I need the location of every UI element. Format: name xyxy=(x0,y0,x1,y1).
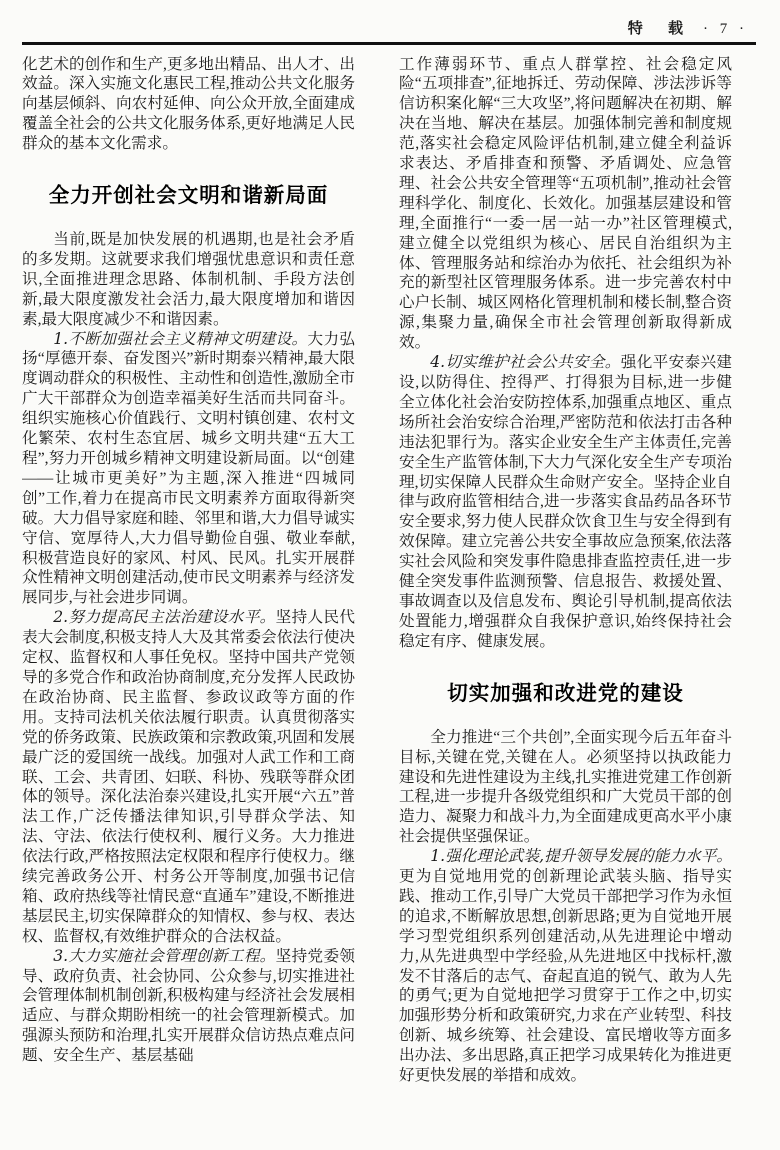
left-column xyxy=(22,55,355,1141)
right-column xyxy=(399,55,732,1141)
header-page-number: · 7 · xyxy=(703,21,748,37)
item-4-lead: 4.切实维护社会公共安全。 xyxy=(430,353,621,372)
item-1-body: 大力弘扬“厚德开泰、奋发图兴”新时期泰兴精神,最大限度调动群众的积极性、主动性和创造性,激励全市广大干部群众为创造幸福美好生活而共同奋斗。组织实施核心价值践行、文明村镇创建、农村文化繁荣、农村生态宜居、城乡文明共建“五大工程”,努力开创城乡精神文明建设新局面。以“创建——让城市更美好”为主题,深入推进“四城同创”工作,着力在提高市民文明素养方面取得新突破。大力倡导家庭和睦、邻里和谐,大力倡导诚实守信、宽厚待人,大力倡导勤俭自强、敬业奉献,积极营造良好的家风、村风、民风。扎实开展群众性精神文明创建活动,使市民文明素养与经济发展同步,与社会进步同调。 xyxy=(22,330,355,607)
two-column-body xyxy=(22,55,756,1141)
section-heading-social-harmony: 全力开创社会文明和谐新局面 xyxy=(48,183,329,208)
paragraph-continued-from-previous-page: 化艺术的创作和生产,更多地出精品、出人才、出效益。深入实施文化惠民工程,推动公共文化服务向基层倾斜、向农村延伸、向公众开放,全面建成覆盖全社会的公共文化服务体系,更好地满足人民群众的基本文化需求。 xyxy=(22,55,355,153)
paragraph-intro: 当前,既是加快发展的机遇期,也是社会矛盾的多发期。这就要求我们增强忧患意识和责任意识,全面推进理念思路、体制机制、手段方法创新,最大限度激发社会活力,最大限度增加和谐因素,最大限度减少不和谐因素。 xyxy=(22,231,355,328)
item-2-body: 坚持人民代表大会制度,积极支持人大及其常委会依法行使决定权、监督权和人事任免权。坚持中国共产党领导的多党合作和政治协商制度,充分发挥人民政协在政治协商、民主监督、参政议政等方面的作用。支持司法机关依法履行职责。认真贯彻落实党的侨务政策、民族政策和宗教政策,巩固和发展最广泛的爱国统一战线。加强对人武工作和工商联、工会、共青团、妇联、科协、残联等群众团体的领导。深化法治泰兴建设,扎实开展“六五”普法工作,广泛传播法律知识,引导群众学法、知法、守法、依法行使权利、履行义务。大力推进依法行政,严格按照法定权限和程序行使权力。继续完善政务公开、村务公开等制度,加强书记信箱、政府热线等社情民意“直通车”建设,不断推进基层民主,切实保障群众的知情权、参与权、表达权、监督权,有效维护群众的合法权益。 xyxy=(22,609,355,945)
header-section-label: 特 载 xyxy=(627,19,693,37)
page-header xyxy=(22,10,756,38)
paragraph-item-3-continued: 工作薄弱环节、重点人群掌控、社会稳定风险“五项排查”,征地拆迁、劳动保障、涉法涉诉等信访积案化解“三大攻坚”,将问题解决在初期、解决在当地、解决在基层。加强体制完善和制度规范,落实社会稳定风险评估机制,建立健全利益诉求表达、矛盾排查和预警、矛盾调处、应急管理、社会公共安全管理等“五项机制”,推动社会管理科学化、制度化、长效化。加强基层建设和管理,全面推行“一委一居一站一办”社区管理模式,建立健全以党组织为核心、居民自治组织为主体、管理服务站和综治办为依托、社会组织为补充的新型社区管理服务体系。进一步完善农村中心户长制、城区网格化管理机制和楼长制,整合资源,集聚力量,确保全市社会管理创新取得新成效。 xyxy=(399,55,732,352)
paragraph-item-1 xyxy=(22,330,355,609)
section-heading-party-building: 切实加强和改进党的建设 xyxy=(447,680,684,705)
paragraph-item-3 xyxy=(22,947,355,1066)
item-4-body: 强化平安泰兴建设,以防得住、控得严、打得狠为目标,进一步健全立体化社会治安防控体系,加强重点地区、重点场所社会治安综合治理,严密防范和依法打击各种违法犯罪行为。落实企业安全生产主体责任,完善安全生产监管体制,下大力气深化安全生产专项治理,切实保障人民群众生命财产安全。坚持企业自律与政府监管相结合,进一步落实食品药品各环节安全要求,努力使人民群众饮食卫生与安全得到有效保障。建立完善公共安全事故应急预案,依法落实社会风险和突发事件隐患排查监控责任,进一步健全突发事件监测预警、信息报告、救援处置、事故调查以及信息发布、舆论引导机制,提高依法处置能力,增强群众自我保护意识,始终保持社会稳定有序、健康发展。 xyxy=(399,354,732,650)
item-1-lead: 1.不断加强社会主义精神文明建设。 xyxy=(53,329,308,348)
item-3-body: 坚持党委领导、政府负责、社会协同、公众参与,切实推进社会管理体制机制创新,积极构建与经济社会发展相适应、与群众期盼相统一的社会管理新模式。加强源头预防和治理,扎实开展群众信访热点难点问题、安全生产、基层基础 xyxy=(22,947,355,1065)
item-2-lead: 2.努力提高民主法治建设水平。 xyxy=(53,608,276,627)
header-rule xyxy=(22,42,756,45)
item-3-lead: 3.大力实施社会管理创新工程。 xyxy=(53,946,276,965)
paragraph-item-4 xyxy=(399,353,732,652)
party-item-1-body: 更为自觉地用党的创新理论武装头脑、指导实践、推动工作,引导广大党员干部把学习作为永恒的追求,不断解放思想,创新思路;更为自觉地开展学习型党组织系列创建活动,从先进理论中增动力,从先进典型中学经验,从先进地区中找标杆,激发不甘落后的志气、奋起直追的锐气、敢为人先的勇气;更为自觉地把学习贯穿于工作之中,切实加强形势分析和政策研究,力求在产业转型、科技创新、城乡统筹、社会建设、富民增收等方面多出办法、多出思路,真正把学习成果转化为推进更好更快发展的举措和成效。 xyxy=(399,868,732,1085)
paragraph-party-item-1 xyxy=(399,847,732,1086)
paragraph-item-2 xyxy=(22,608,355,946)
party-item-1-lead: 1.强化理论武装,提升领导发展的能力水平。 xyxy=(430,847,732,866)
paragraph-party-intro: 全力推进“三个共创”,全面实现今后五年奋斗目标,关键在党,关键在人。必须坚持以执政能力建设和先进性建设为主线,扎实推进党建工作创新工程,进一步提升各级党组织和广大党员干部的创造力、凝聚力和战斗力,为全面建成更高水平小康社会提供坚强保证。 xyxy=(399,728,732,846)
